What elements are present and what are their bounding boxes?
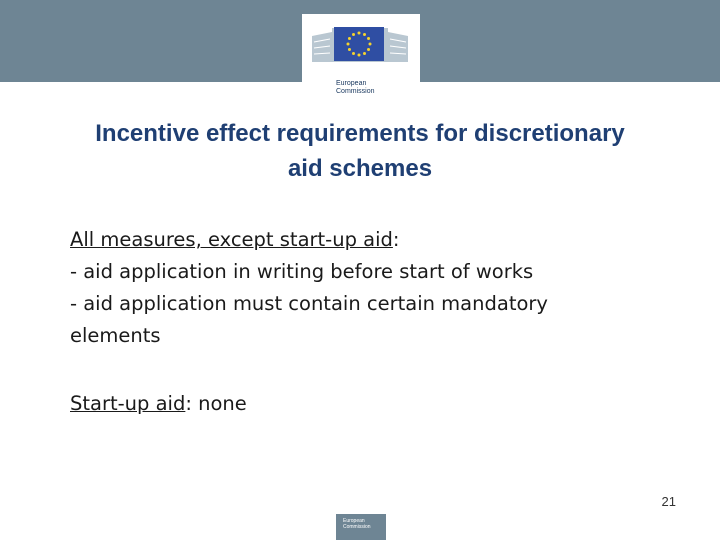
eu-star-icon [348,37,351,40]
item1-label: All measures, except start-up aid [70,228,393,251]
page-number: 21 [661,494,676,509]
eu-star-icon [367,48,370,51]
item2-label: Start-up aid [70,392,186,415]
footer-logo-text: European Commission [343,518,371,530]
eu-star-icon [363,52,366,55]
item1-bullet1: - aid application in writing before start of works [70,260,534,283]
item2-heading [70,388,690,420]
item2-value: : none [185,392,247,415]
slide-title [0,116,720,186]
footer-logo [336,514,386,540]
eu-flag-icon [334,27,384,61]
eu-star-icon [367,37,370,40]
eu-star-icon [352,33,355,36]
title-line2: aid schemes [287,155,433,182]
eu-star-icon [358,32,361,35]
item1-bullet2-cont: elements [70,324,161,347]
eu-star-icon [348,48,351,51]
logo-text-line1: European [336,80,367,87]
item1-colon: : [392,228,400,251]
title-line1: Incentive effect requirements for discretionary [95,120,625,147]
eu-star-icon [347,43,350,46]
item1-heading [70,224,690,256]
spacer [70,352,690,388]
eu-star-icon [369,43,372,46]
eu-star-icon [363,33,366,36]
logo-text-line2: Commission [336,88,375,95]
logo-text [336,80,375,96]
eu-star-icon [358,54,361,57]
slide-body [70,224,690,420]
eu-star-icon [352,52,355,55]
european-commission-logo [302,14,420,106]
item1-bullet2: - aid application must contain certain mandatory [70,292,548,315]
